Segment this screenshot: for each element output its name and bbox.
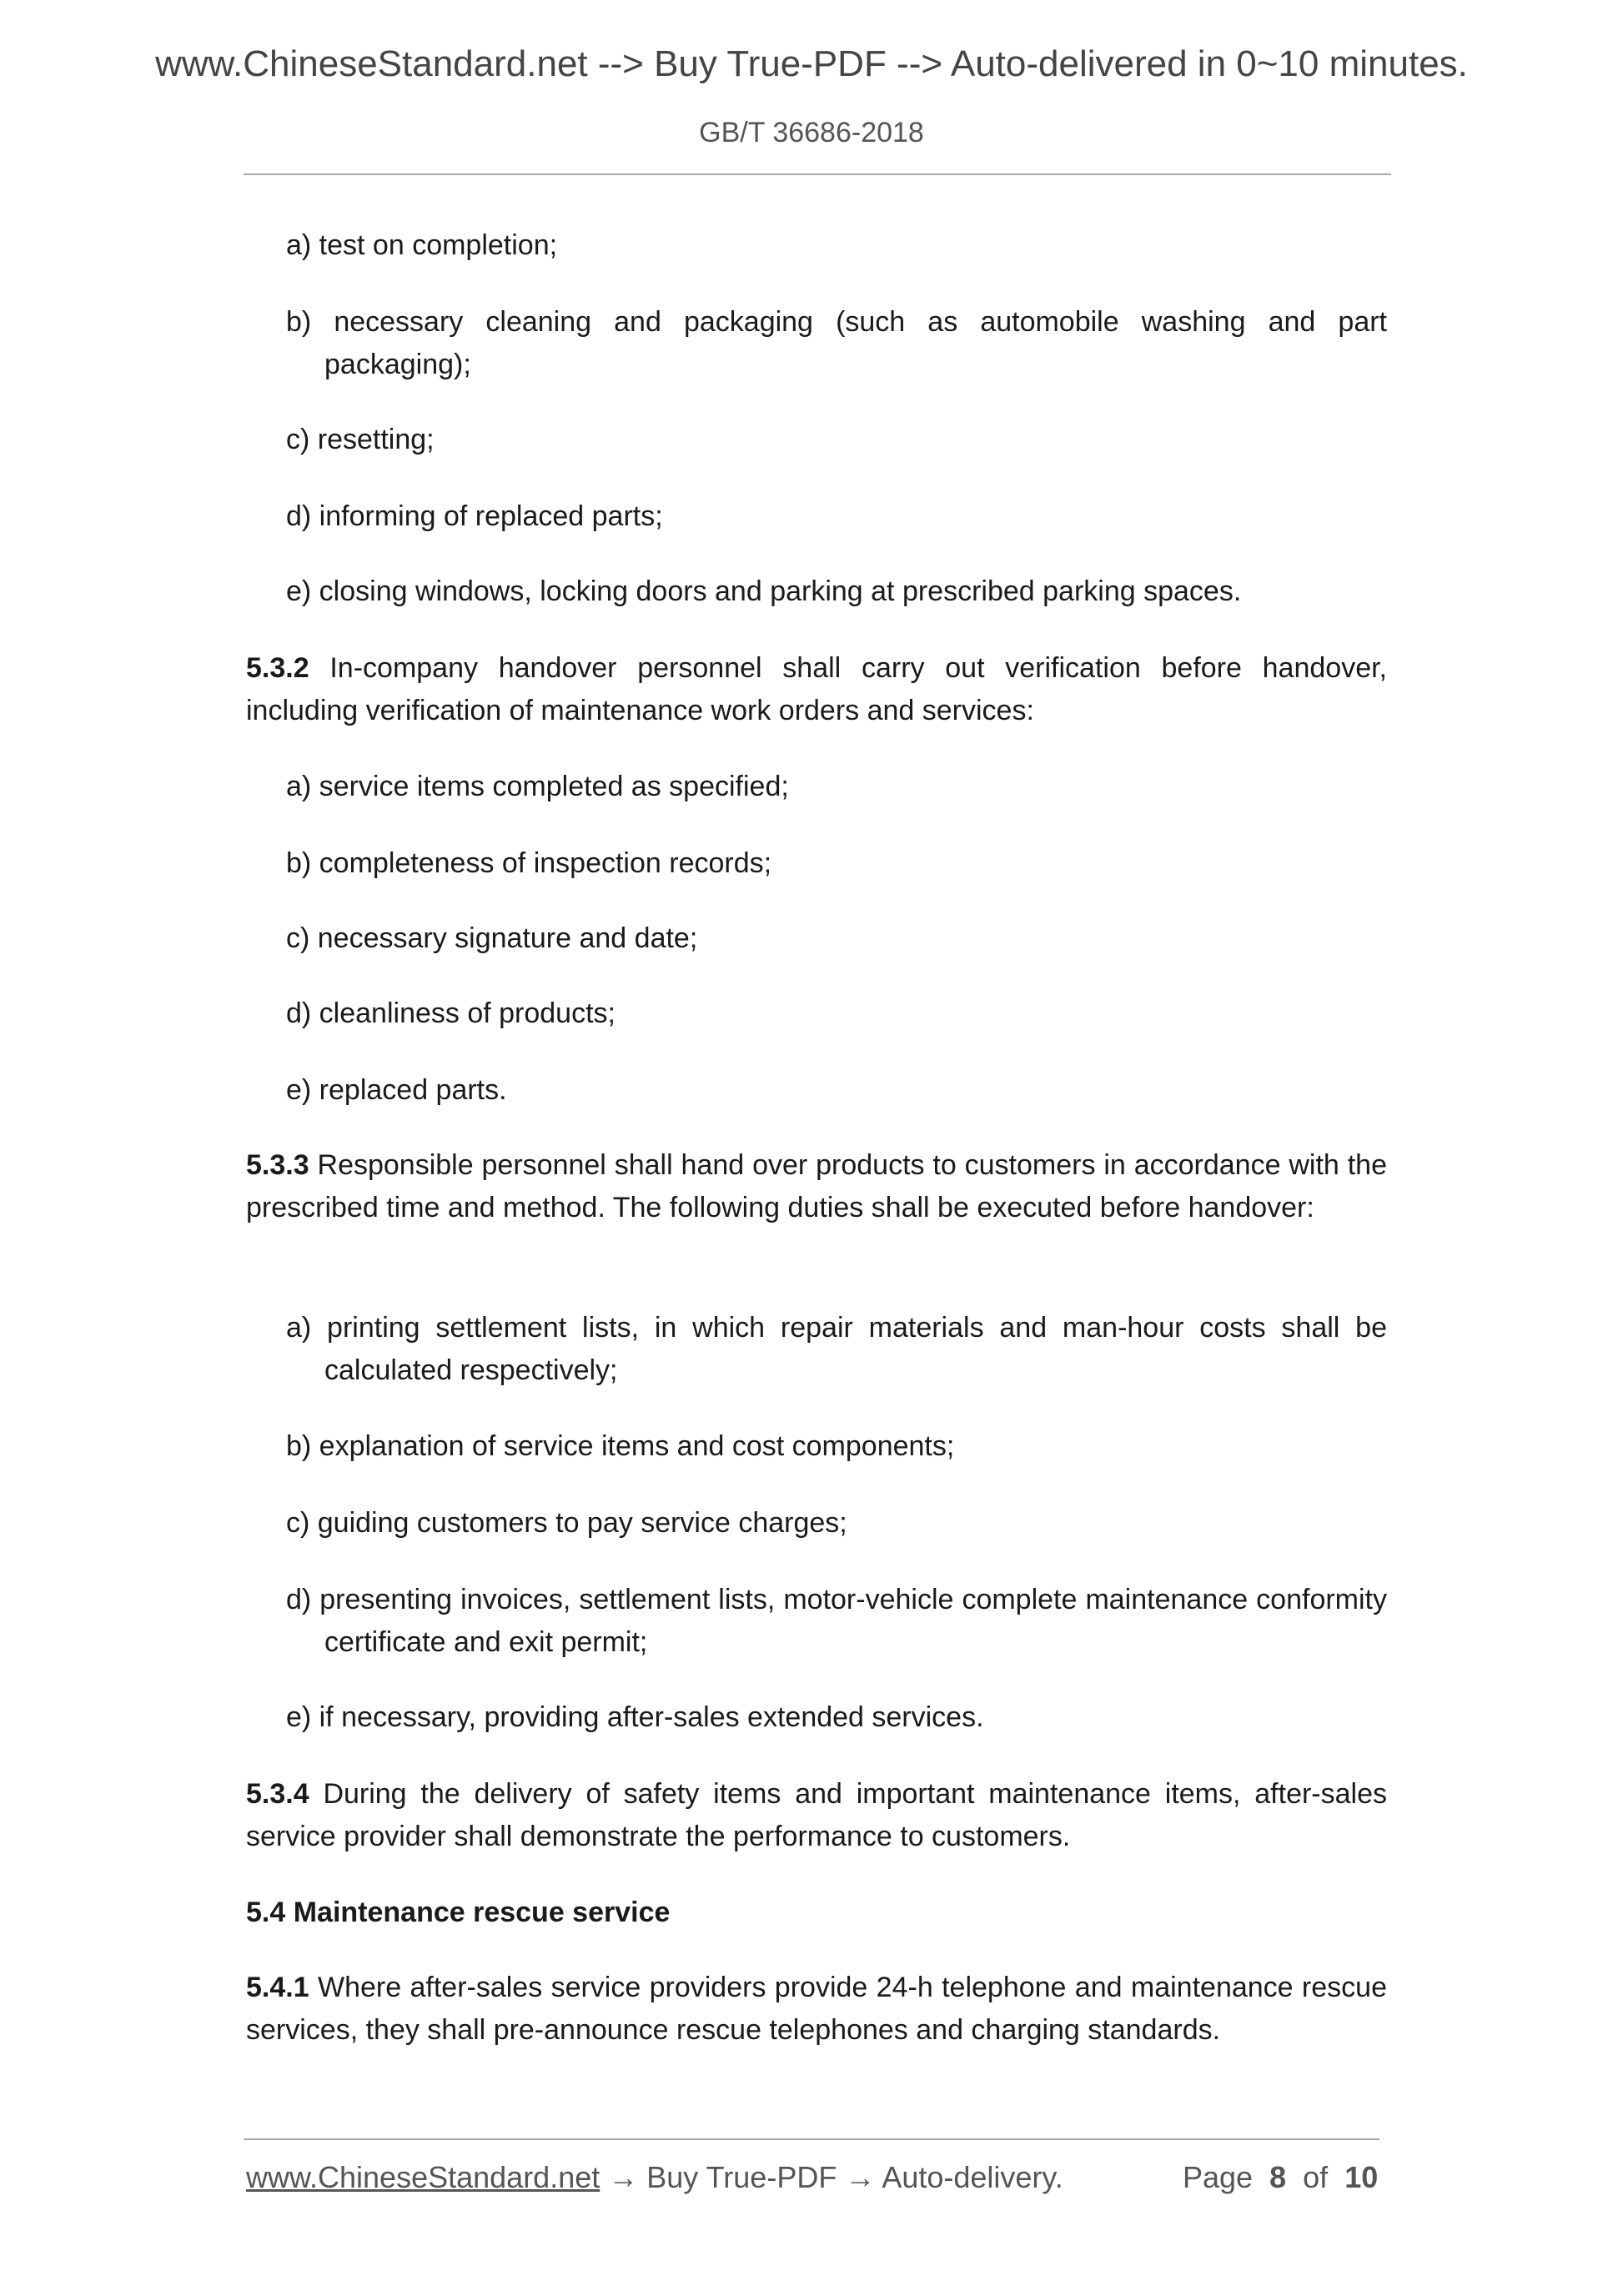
list-item: d) cleanliness of products; xyxy=(286,997,616,1029)
list-item: a) service items completed as specified; xyxy=(286,771,789,802)
clause-text: Responsible personnel shall hand over products to customers in accordance with the prescribed time and method. The following duties shall be executed before handover: xyxy=(246,1149,1387,1223)
clause-5-3-4 xyxy=(246,1773,1387,1858)
clause-5-3-3 xyxy=(246,1144,1387,1229)
of-label: of xyxy=(1303,2160,1329,2194)
list-item: b) necessary cleaning and packaging (such as automobile washing and part packaging); xyxy=(286,306,1387,380)
banner: www.ChineseStandard.net --> Buy True-PDF --> Auto-delivered in 0~10 minutes. xyxy=(155,43,1468,84)
list-item: e) if necessary, providing after-sales extended services. xyxy=(286,1701,984,1733)
page-total: 10 xyxy=(1344,2160,1379,2194)
clause-text: In-company handover personnel shall carry out verification before handover, including verification of maintenance work orders and services: xyxy=(246,652,1387,726)
clause-5-3-2 xyxy=(246,647,1387,732)
list-item: d) informing of replaced parts; xyxy=(286,500,663,532)
clause-5-4-1 xyxy=(246,1967,1387,2052)
list-item: b) explanation of service items and cost components; xyxy=(286,1430,955,1462)
clause-text: During the delivery of safety items and important maintenance items, after-sales service provider shall demonstrate the performance to customers. xyxy=(246,1778,1387,1852)
list-item: c) resetting; xyxy=(286,424,435,455)
section-heading: 5.4 Maintenance rescue service xyxy=(246,1897,671,1928)
page-label: Page xyxy=(1183,2160,1254,2194)
list-item: c) necessary signature and date; xyxy=(286,922,698,954)
clause-number: 5.3.2 xyxy=(246,652,309,684)
document-id: GB/T 36686-2018 xyxy=(699,117,924,148)
list-item: d) presenting invoices, settlement lists, motor-vehicle complete maintenance conformity certificate and exit permit; xyxy=(286,1584,1387,1658)
list-item: e) replaced parts. xyxy=(286,1074,507,1106)
clause-number: 5.4.1 xyxy=(246,1972,309,2003)
page-indicator xyxy=(1183,2160,1378,2195)
list-item: b) completeness of inspection records; xyxy=(286,847,772,879)
header-rule xyxy=(244,173,1391,175)
list-item: a) printing settlement lists, in which repair materials and man-hour costs shall be calculated respectively; xyxy=(286,1312,1387,1386)
clause-number: 5.3.4 xyxy=(246,1778,309,1810)
clause-text: Where after-sales service providers provide 24-h telephone and maintenance rescue services, they shall pre-announce rescue telephones and charging standards. xyxy=(246,1972,1387,2046)
footer-rule xyxy=(244,2138,1379,2140)
footer-left xyxy=(246,2160,1063,2195)
page-number: 8 xyxy=(1269,2160,1287,2194)
footer-text: → Buy True-PDF → Auto-delivery. xyxy=(600,2160,1063,2194)
list-item: e) closing windows, locking doors and parking at prescribed parking spaces. xyxy=(286,575,1242,607)
list-item: a) test on completion; xyxy=(286,229,558,261)
footer-link[interactable]: www.ChineseStandard.net xyxy=(246,2160,600,2194)
clause-number: 5.3.3 xyxy=(246,1149,309,1181)
list-item: c) guiding customers to pay service charges; xyxy=(286,1507,847,1539)
